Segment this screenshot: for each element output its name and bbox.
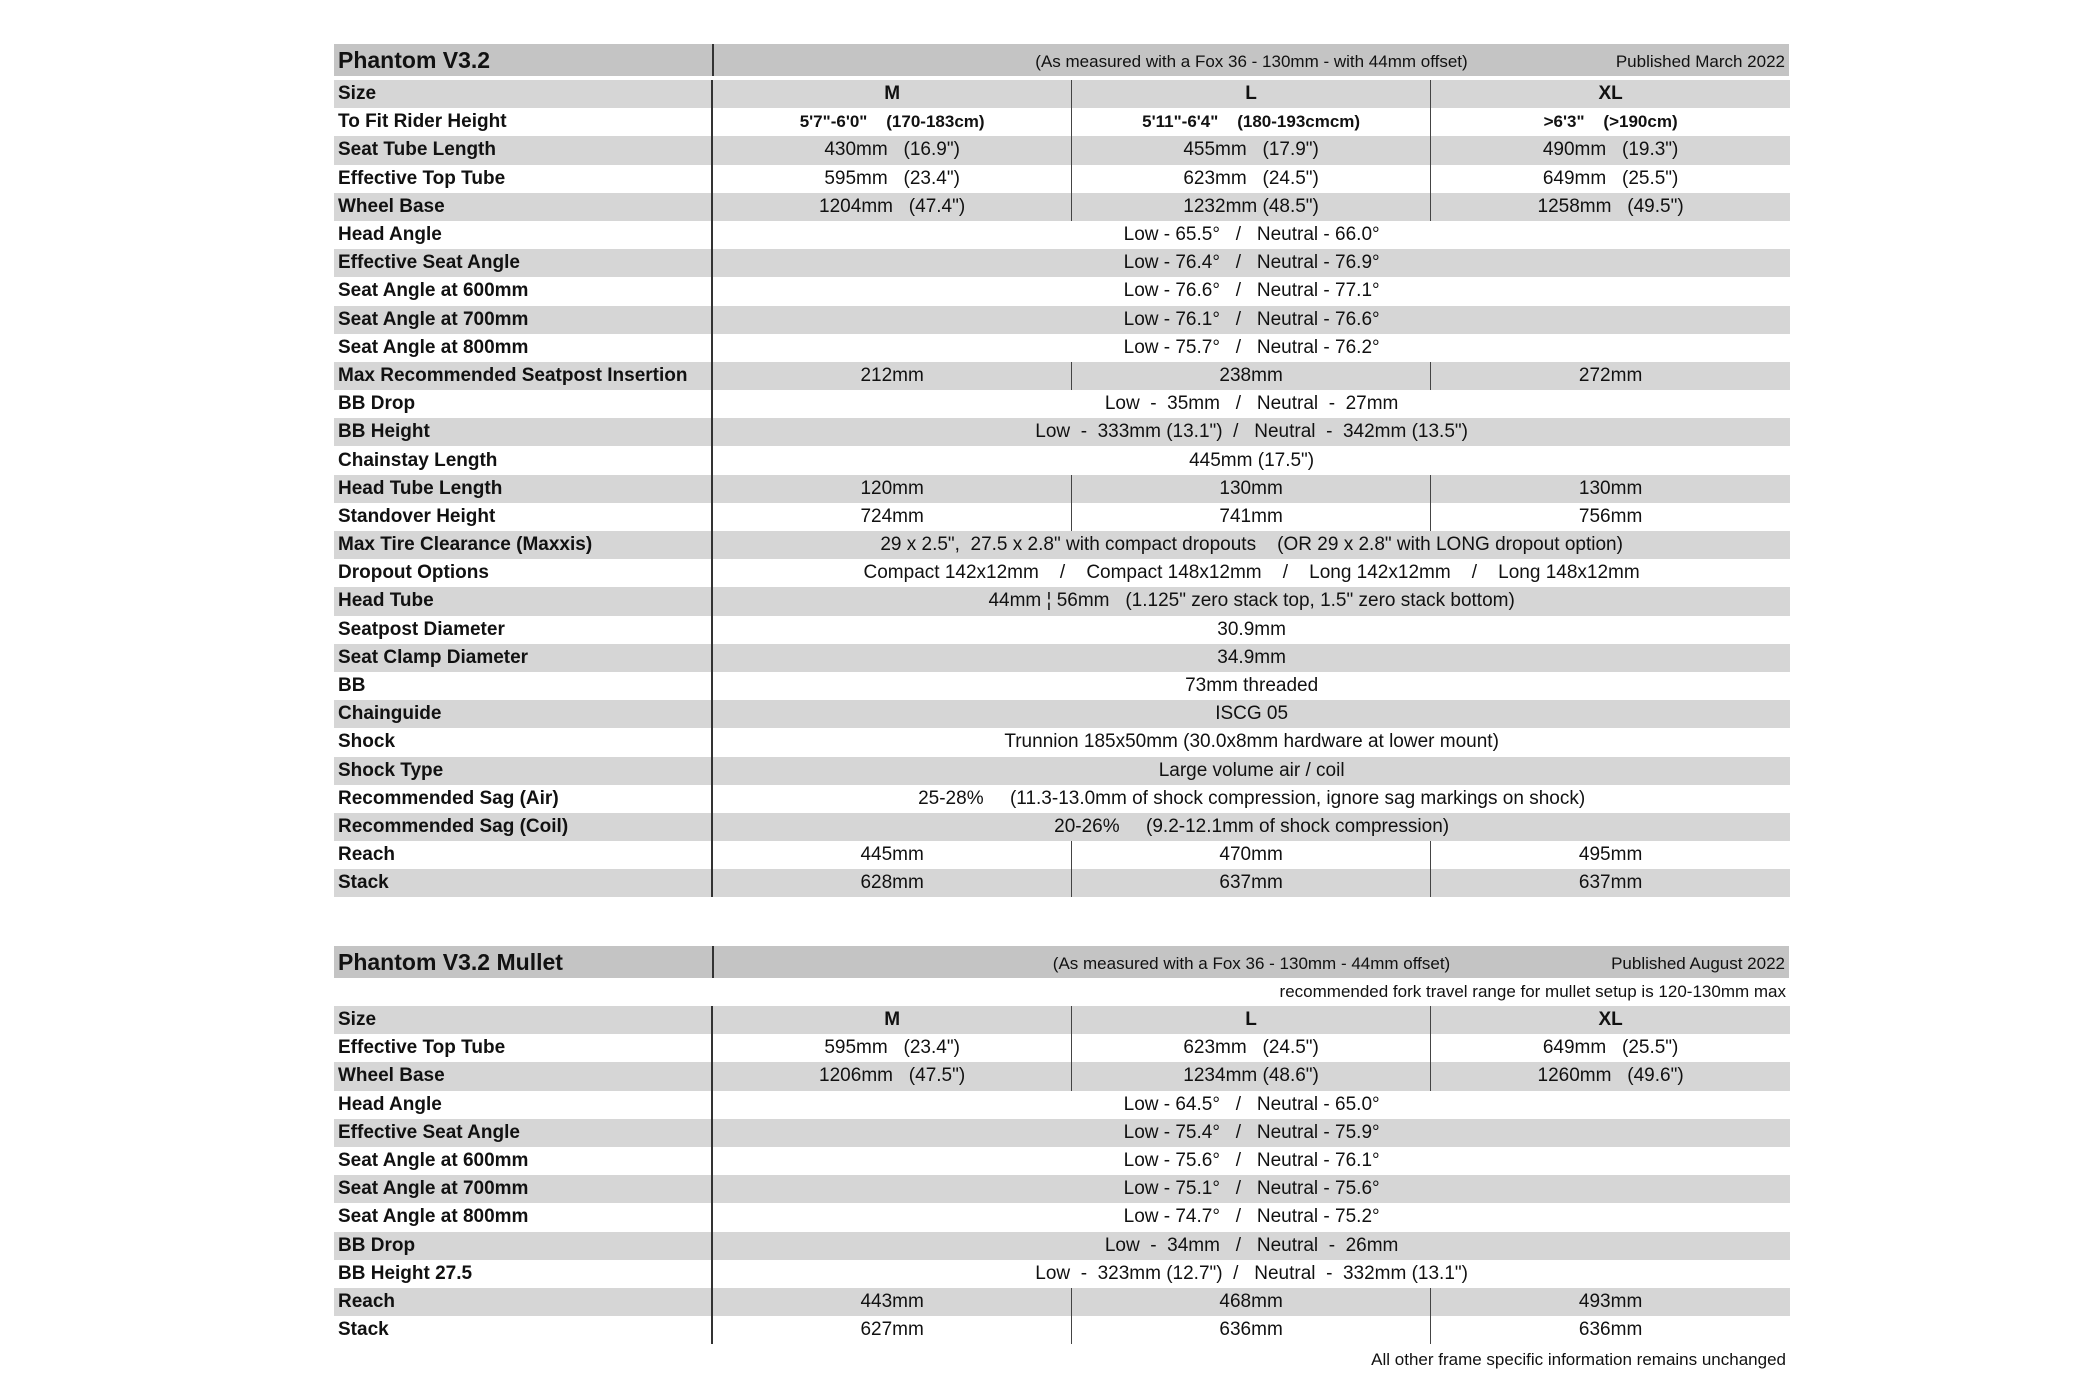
value-cell: M xyxy=(712,80,1071,108)
geometry-table-phantom-v3-2-mullet xyxy=(334,946,1790,1370)
row-label: Chainguide xyxy=(334,700,712,728)
row-label: BB Height 27.5 xyxy=(334,1260,712,1288)
value-cell: 637mm xyxy=(1071,869,1430,897)
value-cell-spanning: 445mm (17.5") xyxy=(1189,449,1315,471)
value-cell: 627mm xyxy=(712,1316,1071,1344)
table-row xyxy=(334,221,1790,249)
table-row xyxy=(334,785,1790,813)
table-row xyxy=(334,1232,1790,1260)
value-cell: 238mm xyxy=(1071,362,1430,390)
value-cell: L xyxy=(1071,1006,1430,1034)
table-row xyxy=(334,1316,1790,1344)
table-row xyxy=(334,1062,1790,1090)
value-cell-spanning: Low - 76.6° / Neutral - 77.1° xyxy=(1123,280,1380,302)
row-label: Seat Clamp Diameter xyxy=(334,644,712,672)
table-row xyxy=(334,165,1790,193)
table-row xyxy=(334,869,1790,897)
value-cell: 430mm (16.9") xyxy=(712,136,1071,164)
value-cell: 443mm xyxy=(712,1288,1071,1316)
value-cell: 212mm xyxy=(712,362,1071,390)
value-cell-spanning: Low - 75.7° / Neutral - 76.2° xyxy=(1123,336,1380,358)
geometry-table-phantom-v3-2 xyxy=(334,44,1790,897)
value-cell: 649mm (25.5") xyxy=(1542,167,1679,189)
row-label: Effective Seat Angle xyxy=(334,1119,712,1147)
value-cell: 623mm (24.5") xyxy=(1071,1034,1430,1062)
measurement-note: (As measured with a Fox 36 - 130mm - 44mm offset) xyxy=(1052,954,1451,973)
value-cell-spanning: 30.9mm xyxy=(1217,618,1286,640)
value-cell-spanning: Low - 75.6° / Neutral - 76.1° xyxy=(1123,1150,1380,1172)
row-label: Head Angle xyxy=(334,221,712,249)
value-cell: 636mm xyxy=(1071,1316,1430,1344)
value-cell-spanning: Low - 75.4° / Neutral - 75.9° xyxy=(712,1119,1790,1147)
row-label: Seat Angle at 600mm xyxy=(334,1147,712,1175)
table-row xyxy=(334,1091,1790,1119)
row-label: BB Height xyxy=(334,418,712,446)
row-label: Size xyxy=(334,80,712,108)
value-cell: 455mm (17.9") xyxy=(1071,136,1430,164)
value-cell: 468mm xyxy=(1071,1288,1430,1316)
table-row xyxy=(334,362,1790,390)
table-row xyxy=(334,446,1790,474)
value-cell-spanning: Low - 76.1° / Neutral - 76.6° xyxy=(712,306,1790,334)
table-row xyxy=(334,1175,1790,1203)
fork-travel-note: recommended fork travel range for mullet setup is 120-130mm max xyxy=(1279,982,1786,1001)
row-label: Seat Angle at 600mm xyxy=(334,277,712,305)
value-cell-spanning: Low - 323mm (12.7") / Neutral - 332mm (13.1") xyxy=(1035,1262,1468,1284)
table-row xyxy=(334,1034,1790,1062)
value-cell: 493mm xyxy=(1431,1288,1790,1316)
row-label: Standover Height xyxy=(334,503,712,531)
value-cell-spanning: 34.9mm xyxy=(712,644,1790,672)
table-row xyxy=(334,108,1790,136)
table-row xyxy=(334,1260,1790,1288)
row-label: BB xyxy=(334,672,712,700)
table-row xyxy=(334,672,1790,700)
value-cell: 490mm (19.3") xyxy=(1431,136,1790,164)
value-cell-spanning: Low - 74.7° / Neutral - 75.2° xyxy=(1123,1206,1380,1228)
table-title-bar xyxy=(334,44,1790,76)
value-cell-spanning: 25-28% (11.3-13.0mm of shock compression, ignore sag markings on shock) xyxy=(918,787,1586,809)
value-cell: M xyxy=(712,1006,1071,1034)
row-label: Head Tube xyxy=(334,587,712,615)
value-cell-spanning: Compact 142x12mm / Compact 148x12mm / Long 142x12mm / Long 148x12mm xyxy=(863,562,1640,584)
value-cell: 5'7"-6'0" (170-183cm) xyxy=(712,108,1071,136)
row-label: Seat Angle at 700mm xyxy=(334,1175,712,1203)
value-cell: >6'3" (>190cm) xyxy=(1543,112,1678,132)
value-cell-spanning: 44mm ¦ 56mm (1.125" zero stack top, 1.5" zero stack bottom) xyxy=(712,587,1790,615)
row-label: Wheel Base xyxy=(334,1062,712,1090)
row-label: Shock Type xyxy=(334,757,712,785)
row-label: Reach xyxy=(334,1288,712,1316)
table-row xyxy=(334,136,1790,164)
row-label: Max Recommended Seatpost Insertion xyxy=(334,362,712,390)
value-cell: 120mm xyxy=(712,475,1071,503)
table-row xyxy=(334,334,1790,362)
row-label: Dropout Options xyxy=(334,559,712,587)
row-label: BB Drop xyxy=(334,390,712,418)
value-cell-spanning: Low - 35mm / Neutral - 27mm xyxy=(1104,393,1399,415)
value-cell: 1234mm (48.6") xyxy=(1071,1062,1430,1090)
value-cell: L xyxy=(1071,80,1430,108)
table-title: Phantom V3.2 Mullet xyxy=(338,949,563,975)
row-label: Shock xyxy=(334,728,712,756)
value-cell: 1206mm (47.5") xyxy=(712,1062,1071,1090)
value-cell: 495mm xyxy=(1578,844,1643,866)
value-cell: 724mm xyxy=(712,503,1071,531)
table-title-bar xyxy=(334,946,1790,978)
row-label: Seat Angle at 800mm xyxy=(334,334,712,362)
value-cell: 623mm (24.5") xyxy=(1071,165,1430,193)
table-row xyxy=(334,841,1790,869)
table-row xyxy=(334,277,1790,305)
value-cell: 628mm xyxy=(712,869,1071,897)
value-cell: 470mm xyxy=(1071,841,1430,869)
row-label: Head Tube Length xyxy=(334,475,712,503)
table-row xyxy=(334,644,1790,672)
table-row xyxy=(334,306,1790,334)
table-row xyxy=(334,559,1790,587)
table-row xyxy=(334,1147,1790,1175)
table-row xyxy=(334,80,1790,108)
row-label: Stack xyxy=(334,1316,712,1344)
table-row xyxy=(334,193,1790,221)
row-label: Recommended Sag (Air) xyxy=(334,785,712,813)
value-cell: 272mm xyxy=(1431,362,1790,390)
table-row xyxy=(334,1006,1790,1034)
row-label: Head Angle xyxy=(334,1091,712,1119)
value-cell: 5'11"-6'4" (180-193cmcm) xyxy=(1071,108,1430,136)
value-cell: 1232mm (48.5") xyxy=(1071,193,1430,221)
value-cell-spanning: Low - 34mm / Neutral - 26mm xyxy=(712,1232,1790,1260)
value-cell: 636mm xyxy=(1578,1319,1643,1341)
row-label: To Fit Rider Height xyxy=(334,108,712,136)
table-row xyxy=(334,587,1790,615)
value-cell: 1258mm (49.5") xyxy=(1431,193,1790,221)
table-row xyxy=(334,1203,1790,1231)
table-row xyxy=(334,700,1790,728)
value-cell: 1204mm (47.4") xyxy=(712,193,1071,221)
table-row xyxy=(334,503,1790,531)
value-cell: 741mm xyxy=(1071,503,1430,531)
value-cell: XL xyxy=(1431,80,1790,108)
value-cell-spanning: Low - 76.4° / Neutral - 76.9° xyxy=(712,249,1790,277)
row-label: Effective Seat Angle xyxy=(334,249,712,277)
table-row xyxy=(334,249,1790,277)
table-row xyxy=(334,813,1790,841)
table-row xyxy=(334,1119,1790,1147)
value-cell-spanning: Low - 64.5° / Neutral - 65.0° xyxy=(1123,1093,1380,1115)
row-label: Size xyxy=(334,1006,712,1034)
table-row xyxy=(334,418,1790,446)
row-label: BB Drop xyxy=(334,1232,712,1260)
geometry-table xyxy=(334,1006,1790,1344)
row-label: Stack xyxy=(334,869,712,897)
row-label: Chainstay Length xyxy=(334,446,712,474)
value-cell: 649mm (25.5") xyxy=(1542,1037,1679,1059)
row-label: Reach xyxy=(334,841,712,869)
value-cell-spanning: 20-26% (9.2-12.1mm of shock compression) xyxy=(712,813,1790,841)
value-cell-spanning: ISCG 05 xyxy=(712,700,1790,728)
published-date: Published March 2022 xyxy=(1615,52,1785,71)
published-date: Published August 2022 xyxy=(1611,954,1785,973)
value-cell-spanning: Trunnion 185x50mm (30.0x8mm hardware at lower mount) xyxy=(1004,731,1499,753)
table-row xyxy=(334,728,1790,756)
table-row xyxy=(334,757,1790,785)
value-cell: 595mm (23.4") xyxy=(712,165,1071,193)
row-label: Effective Top Tube xyxy=(334,165,712,193)
table-row xyxy=(334,1288,1790,1316)
value-cell-spanning: Low - 65.5° / Neutral - 66.0° xyxy=(1123,224,1380,246)
value-cell: 130mm xyxy=(1071,475,1430,503)
row-label: Seat Angle at 700mm xyxy=(334,306,712,334)
table-row xyxy=(334,475,1790,503)
row-label: Seat Tube Length xyxy=(334,136,712,164)
value-cell-spanning: Large volume air / coil xyxy=(712,757,1790,785)
row-label: Effective Top Tube xyxy=(334,1034,712,1062)
row-label: Recommended Sag (Coil) xyxy=(334,813,712,841)
value-cell: 445mm xyxy=(712,841,1071,869)
value-cell: XL xyxy=(1431,1006,1790,1034)
row-label: Seatpost Diameter xyxy=(334,616,712,644)
row-label: Seat Angle at 800mm xyxy=(334,1203,712,1231)
table-row xyxy=(334,531,1790,559)
table-row xyxy=(334,390,1790,418)
value-cell-spanning: 29 x 2.5", 27.5 x 2.8" with compact dropouts (OR 29 x 2.8" with LONG dropout option) xyxy=(712,531,1790,559)
value-cell-spanning: Low - 333mm (13.1") / Neutral - 342mm (13.5") xyxy=(712,418,1790,446)
value-cell: 130mm xyxy=(1431,475,1790,503)
value-cell: 595mm (23.4") xyxy=(712,1034,1071,1062)
value-cell-spanning: Low - 75.1° / Neutral - 75.6° xyxy=(712,1175,1790,1203)
value-cell: 637mm xyxy=(1431,869,1790,897)
row-label: Max Tire Clearance (Maxxis) xyxy=(334,531,712,559)
row-label: Wheel Base xyxy=(334,193,712,221)
table-row xyxy=(334,616,1790,644)
geometry-table xyxy=(334,80,1790,897)
footnote: All other frame specific information remains unchanged xyxy=(1371,1350,1786,1370)
table-title: Phantom V3.2 xyxy=(338,47,491,73)
value-cell: 756mm xyxy=(1578,505,1643,527)
value-cell-spanning: 73mm threaded xyxy=(1185,675,1319,697)
value-cell: 1260mm (49.6") xyxy=(1431,1062,1790,1090)
measurement-note: (As measured with a Fox 36 - 130mm - with 44mm offset) xyxy=(1035,52,1468,71)
